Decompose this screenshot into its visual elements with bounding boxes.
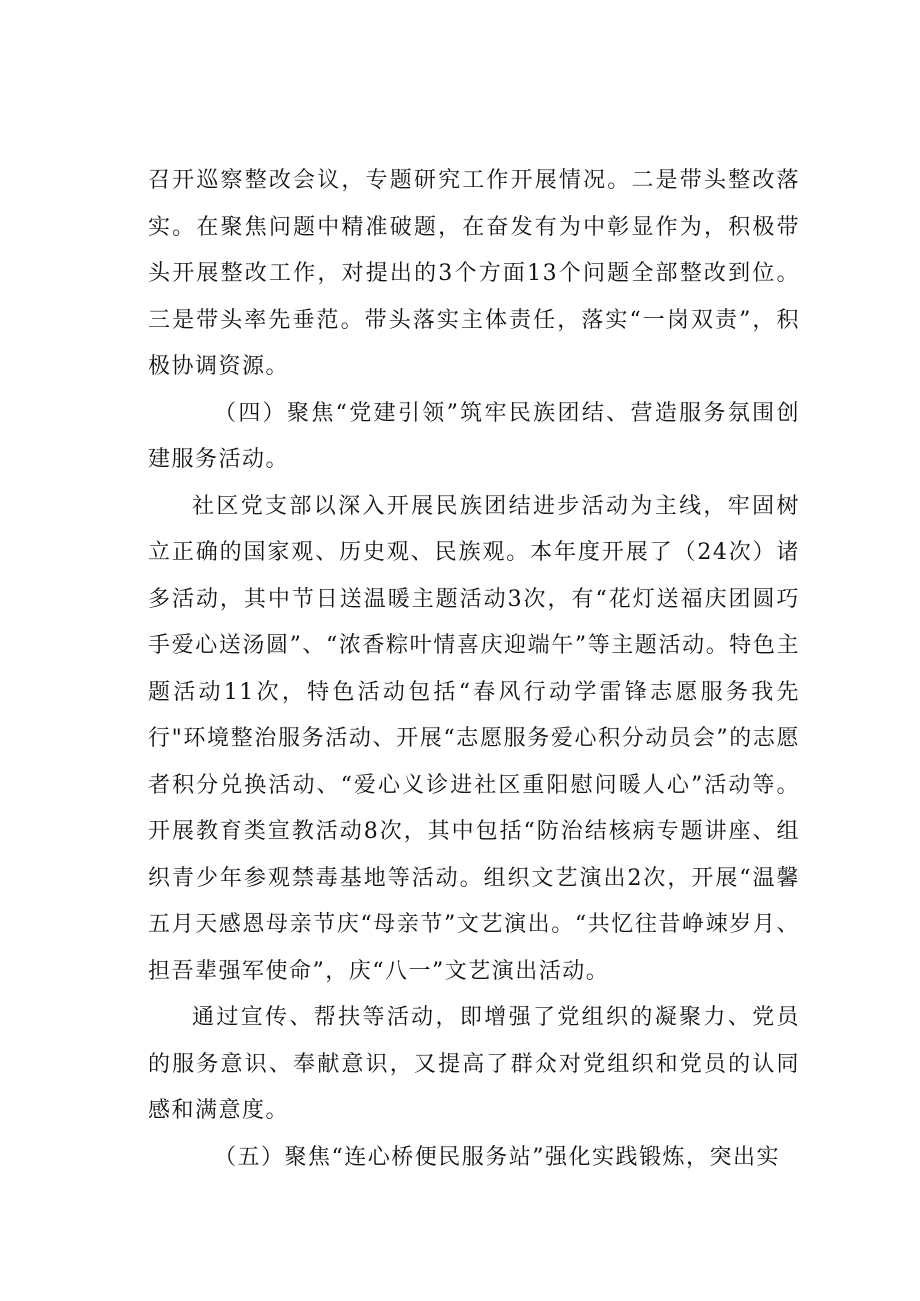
document-body bbox=[148, 158, 800, 1181]
paragraph-rectification-continuation: 召开巡察整改会议，专题研究工作开展情况。二是带头整改落实。在聚焦问题中精准破题，在奋发有为中彰显作为，积极带头开展整改工作，对提出的3个方面13个问题全部整改到位。三是带头率先垂范。带头落实主体责任，落实“一岗双责”，积极协调资源。 bbox=[148, 168, 800, 379]
section-heading-four: （四）聚焦“党建引领”筑牢民族团结、营造服务氛围创建服务活动。 bbox=[148, 400, 800, 472]
section-heading-five: （五）聚焦“连心桥便民服务站”强化实践锻炼，突出实 bbox=[214, 1144, 780, 1170]
paragraph-activity-outcomes: 通过宣传、帮扶等活动，即增强了党组织的凝聚力、党员的服务意识、奉献意识，又提高了群众对党组织和党员的认同感和满意度。 bbox=[148, 1005, 800, 1123]
paragraph-ethnic-unity-activities: 社区党支部以深入开展民族团结进步活动为主线，牢固树立正确的国家观、历史观、民族观。本年度开展了（24次）诸多活动，其中节日送温暖主题活动3次，有“花灯送福庆团圆巧手爱心送汤圆”、“浓香粽叶情喜庆迎端午”等主题活动。特色主题活动11次，特色活动包括“春风行动学雷锋志愿服务我先行"环境整治服务活动、开展“志愿服务爱心积分动员会”的志愿者积分兑换活动、“爱心义诊进社区重阳慰问暖人心”活动等。开展教育类宣教活动8次，其中包括“防治结核病专题讲座、组织青少年参观禁毒基地等活动。组织文艺演出2次，开展“温馨五月天感恩母亲节庆“母亲节”文艺演出。“共忆往昔峥竦岁月、担吾辈强军使命”，庆“八一”文艺演出活动。 bbox=[148, 493, 800, 984]
